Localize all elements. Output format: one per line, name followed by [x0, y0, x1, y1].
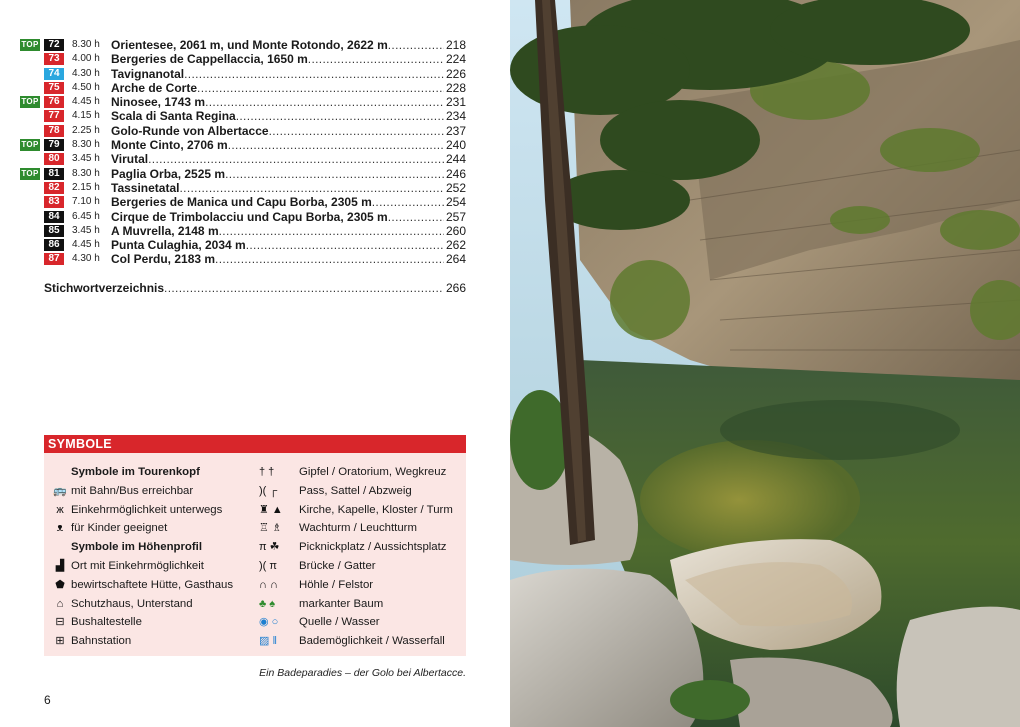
leader-dots — [179, 181, 444, 195]
tour-title: Paglia Orba, 2525 m — [111, 166, 226, 181]
symbol-label: Bademöglichkeit / Wasserfall — [299, 635, 445, 648]
photo-golo-river — [510, 0, 1020, 727]
toc-row — [20, 52, 466, 66]
toc-row — [20, 95, 466, 109]
tour-title: Orientesee, 2061 m, und Monte Rotondo, 2622 m — [111, 38, 388, 52]
toc-row — [20, 224, 466, 238]
leader-dots — [388, 210, 444, 224]
tour-duration: 4.45 h — [72, 239, 100, 251]
hiker-icon: ж — [56, 503, 64, 516]
tour-duration: 7.10 h — [72, 196, 100, 208]
tour-duration: 3.45 h — [72, 153, 100, 165]
symbol-group-heading: Symbole im Höhenprofil — [71, 541, 203, 554]
tour-number-badge: 77 — [44, 110, 64, 122]
tour-title: A Muvrella, 2148 m — [111, 223, 219, 238]
tour-title: Tassinetatal — [111, 180, 180, 195]
leader-dots — [219, 224, 444, 238]
symbol-legend-item — [259, 595, 469, 614]
tour-page: 264 — [445, 252, 466, 267]
tour-title: Virutal — [111, 152, 149, 167]
tour-number-badge: 73 — [44, 53, 64, 65]
tour-number-badge: 82 — [44, 182, 64, 194]
symbol-legend-item — [259, 613, 469, 632]
leader-dots — [246, 238, 444, 252]
tour-page: 240 — [445, 138, 466, 153]
tour-number-badge: 76 — [44, 96, 64, 108]
tour-entry — [111, 52, 466, 66]
symbol-legend-item — [50, 576, 250, 595]
symbol-label: Einkehrmöglichkeit unterwegs — [71, 503, 223, 516]
symbol-legend-item — [259, 463, 469, 482]
summit-cross-icon: † † — [259, 466, 275, 478]
tour-page: 228 — [445, 80, 466, 95]
tour-page: 237 — [445, 123, 466, 138]
tour-page: 260 — [445, 223, 466, 238]
leader-dots — [148, 152, 444, 166]
tour-page: 246 — [445, 166, 466, 181]
cave-icon: ∩ ∩ — [259, 578, 278, 591]
tour-page: 244 — [445, 152, 466, 167]
leader-dots — [269, 124, 444, 138]
toc-row — [20, 195, 466, 209]
tour-number-badge: 80 — [44, 153, 64, 165]
leader-dots — [215, 252, 444, 266]
leader-dots — [184, 67, 444, 81]
tour-entry — [111, 238, 466, 252]
page-number: 6 — [44, 693, 51, 707]
landscape-photo — [510, 0, 1020, 727]
symbol-label: bewirtschaftete Hütte, Gasthaus — [71, 578, 234, 591]
toc-row — [20, 238, 466, 252]
tour-duration: 8.30 h — [72, 167, 100, 179]
symbol-legend-item — [50, 519, 250, 538]
symbol-legend-item — [50, 632, 250, 651]
symbol-group-heading: Symbole im Tourenkopf — [71, 466, 200, 478]
tour-duration: 4.15 h — [72, 110, 100, 122]
symbol-legend-item — [50, 557, 250, 576]
tour-title: Bergeries de Manica und Capu Borba, 2305 m — [111, 195, 372, 210]
symbol-legend-item — [259, 482, 469, 501]
toc-row — [20, 67, 466, 81]
tour-number-badge: 81 — [44, 168, 64, 180]
tour-page: 252 — [445, 180, 466, 195]
tour-duration: 4.50 h — [72, 81, 100, 93]
tour-entry — [111, 67, 466, 81]
bus-stop-icon: ⊟ — [55, 616, 65, 629]
symbol-label: für Kinder geeignet — [71, 522, 168, 535]
photo-caption: Ein Badeparadies – der Golo bei Albertacce. — [259, 667, 466, 679]
tour-entry — [111, 181, 466, 195]
tour-duration: 4.30 h — [72, 253, 100, 265]
tour-number-badge: 74 — [44, 68, 64, 80]
symbol-label: Bushaltestelle — [71, 616, 142, 629]
leader-dots — [164, 280, 444, 296]
symbol-label: Schutzhaus, Unterstand — [71, 597, 193, 610]
symbol-legend-item — [259, 538, 469, 557]
tour-duration: 2.25 h — [72, 124, 100, 136]
toc-row — [20, 152, 466, 166]
tour-entry — [111, 152, 466, 166]
symbol-legend-item — [259, 632, 469, 651]
index-page: 266 — [445, 281, 466, 295]
symbol-legend-item — [50, 501, 250, 520]
picnic-icon: π ☘ — [259, 541, 280, 554]
toc-row — [20, 167, 466, 181]
toc-row — [20, 181, 466, 195]
symbol-legend-item — [259, 557, 469, 576]
toc-row — [20, 138, 466, 152]
top-badge: TOP — [21, 40, 39, 49]
tour-number-badge: 86 — [44, 239, 64, 251]
shelter-icon: ⌂ — [56, 597, 64, 610]
tour-number-badge: 85 — [44, 225, 64, 237]
top-badge: TOP — [21, 168, 39, 178]
symbol-legend-item — [50, 613, 250, 632]
symbol-legend-item — [50, 482, 250, 501]
symbol-legend-item — [259, 501, 469, 520]
tour-entry — [111, 224, 466, 238]
leader-dots — [388, 38, 444, 52]
symbol-label: Höhle / Felstor — [299, 578, 374, 591]
tour-title: Arche de Corte — [111, 80, 198, 95]
symbol-legend-right-column — [259, 463, 469, 651]
bathing-icon: ▨ ‖ — [259, 635, 277, 648]
symbol-label: Picknickplatz / Aussichtsplatz — [299, 541, 447, 554]
train-station-icon: ⊞ — [55, 635, 65, 648]
symbol-label: Gipfel / Oratorium, Wegkreuz — [299, 466, 447, 478]
bridge-icon: )( π — [259, 559, 277, 572]
tour-entry — [111, 124, 466, 138]
family-icon: ᴥ — [56, 522, 64, 535]
pass-icon: )( ┌ — [259, 484, 278, 497]
tour-duration: 4.45 h — [72, 96, 100, 108]
leader-dots — [372, 195, 444, 209]
bus-icon: 🚌 — [53, 484, 67, 497]
leader-dots — [228, 138, 444, 152]
symbol-label: Kirche, Kapelle, Kloster / Turm — [299, 503, 453, 516]
tour-entry — [111, 210, 466, 224]
leader-dots — [308, 52, 444, 66]
tour-entry — [111, 167, 466, 181]
symbol-label: Quelle / Wasser — [299, 616, 380, 629]
toc-row — [20, 38, 466, 52]
leader-dots — [236, 109, 444, 123]
tour-entry — [111, 252, 466, 266]
spring-icon: ◉ ○ — [259, 616, 279, 629]
tour-duration: 2.15 h — [72, 181, 100, 193]
tour-number-badge: 78 — [44, 125, 64, 137]
tour-page: 226 — [445, 66, 466, 81]
tour-title: Punta Culaghia, 2034 m — [111, 238, 246, 253]
tour-title: Cirque de Trimbolacciu und Capu Borba, 2305 m — [111, 209, 388, 224]
leader-dots — [197, 81, 444, 95]
tour-title: Tavignanotal — [111, 66, 185, 81]
symbol-label: markanter Baum — [299, 597, 384, 610]
symbol-legend-item — [259, 519, 469, 538]
tour-page: 224 — [445, 52, 466, 67]
tour-duration: 8.30 h — [72, 139, 100, 151]
tour-number-badge: 84 — [44, 211, 64, 223]
tour-title: Golo-Runde von Albertacce — [111, 123, 269, 138]
toc-row — [20, 210, 466, 224]
symbol-legend — [44, 435, 466, 656]
tour-page: 234 — [445, 109, 466, 124]
village-icon: ▟ — [55, 559, 65, 572]
church-icon: ♜ ▲ — [259, 503, 283, 516]
watchtower-icon: ♖ ♗ — [259, 522, 282, 535]
toc-row — [20, 81, 466, 95]
tour-page: 254 — [445, 195, 466, 210]
toc-row — [20, 252, 466, 266]
tour-title: Monte Cinto, 2706 m — [111, 138, 228, 153]
tour-title: Ninosee, 1743 m — [111, 95, 206, 110]
tour-number-badge: 83 — [44, 196, 64, 208]
tour-title: Col Perdu, 2183 m — [111, 252, 216, 267]
symbol-legend-left-column — [50, 463, 250, 651]
tour-entry — [111, 38, 466, 52]
tour-duration: 3.45 h — [72, 224, 100, 236]
symbol-label: Bahnstation — [71, 635, 132, 648]
symbol-label: Ort mit Einkehrmöglichkeit — [71, 559, 204, 572]
index-entry — [44, 280, 466, 296]
tour-number-badge: 87 — [44, 253, 64, 265]
tour-title: Scala di Santa Regina — [111, 109, 236, 124]
tour-entry — [111, 81, 466, 95]
table-of-contents — [20, 38, 466, 267]
tour-entry — [111, 195, 466, 209]
tour-duration: 6.45 h — [72, 210, 100, 222]
tour-number-badge: 79 — [44, 139, 64, 151]
tour-entry — [111, 138, 466, 152]
tour-number-badge: 75 — [44, 82, 64, 94]
leader-dots — [225, 167, 444, 181]
toc-row — [20, 124, 466, 138]
tree-icon: ♣ ♠ — [259, 597, 276, 610]
symbol-label: Pass, Sattel / Abzweig — [299, 484, 412, 497]
tour-page: 231 — [445, 95, 466, 110]
toc-row — [20, 109, 466, 123]
tour-page: 257 — [445, 209, 466, 224]
tour-title: Bergeries de Cappellaccia, 1650 m — [111, 52, 308, 67]
symbol-label: Brücke / Gatter — [299, 559, 376, 572]
tour-entry — [111, 95, 466, 109]
leader-dots — [205, 95, 444, 109]
tour-number-badge: 72 — [44, 39, 64, 51]
tour-entry — [111, 109, 466, 123]
tour-duration: 4.30 h — [72, 67, 100, 79]
tour-duration: 8.30 h — [72, 39, 100, 50]
symbol-legend-item — [259, 576, 469, 595]
symbol-legend-header: SYMBOLE — [44, 435, 466, 453]
hut-icon: ⬟ — [55, 578, 65, 591]
tour-duration: 4.00 h — [72, 53, 100, 65]
symbol-label: Wachturm / Leuchtturm — [299, 522, 417, 535]
index-title: Stichwortverzeichnis — [44, 281, 165, 295]
top-badge: TOP — [21, 97, 39, 107]
tour-page: 262 — [445, 238, 466, 253]
tour-page: 218 — [445, 38, 466, 52]
symbol-label: mit Bahn/Bus erreichbar — [71, 484, 194, 497]
symbol-legend-item — [50, 595, 250, 614]
top-badge: TOP — [21, 140, 39, 150]
